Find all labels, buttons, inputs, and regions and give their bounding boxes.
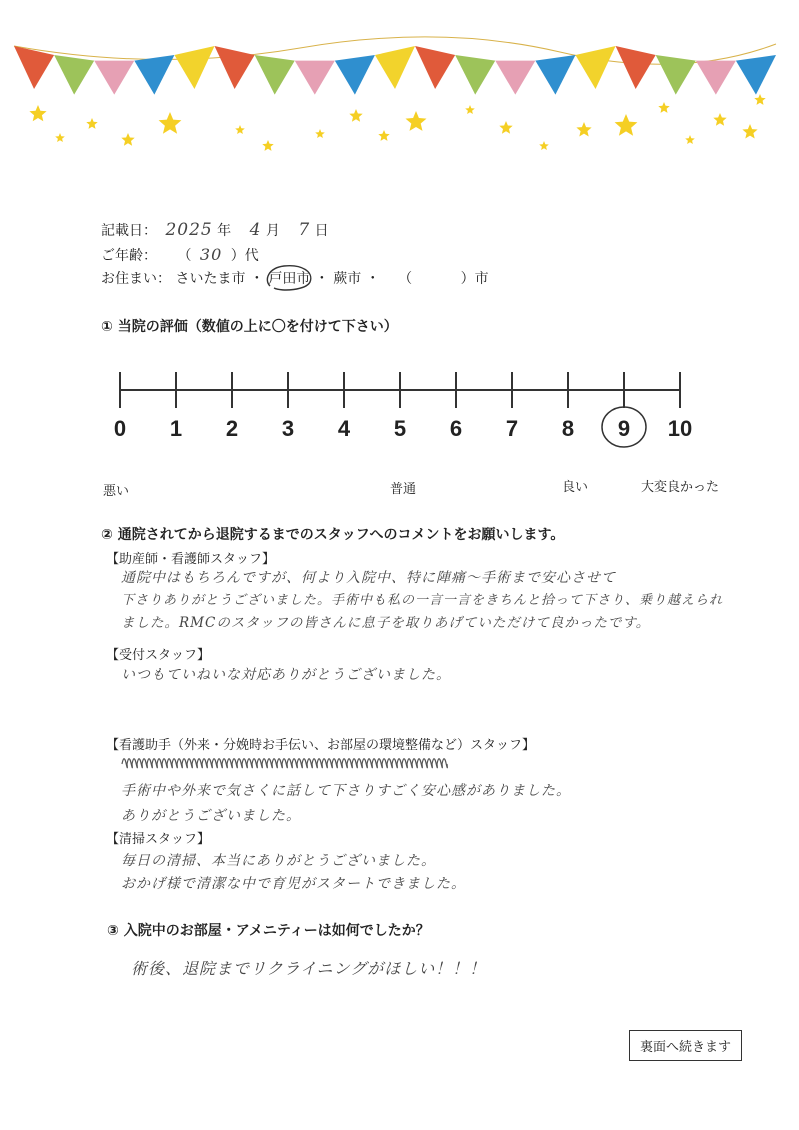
date-row <box>101 220 329 240</box>
star-icon <box>55 133 65 142</box>
date-year-value: 2025 <box>165 220 213 240</box>
day-unit: 日 <box>314 223 329 239</box>
star-icon <box>576 122 591 137</box>
bunting-flag <box>535 55 575 95</box>
residence-option-toda-label: 戸田市 <box>268 271 311 287</box>
scale-label: 2 <box>225 416 239 441</box>
residence-row <box>101 268 489 288</box>
residence-option-saitama: さいたま市 <box>175 271 246 287</box>
star-icon <box>378 130 389 141</box>
bunting-decoration <box>0 0 799 160</box>
age-label: ご年齢： <box>101 248 157 264</box>
age-open: （ <box>177 248 192 264</box>
bunting-flag <box>656 55 696 95</box>
residence-other-open: （ <box>398 271 413 287</box>
rating-title: ① 当院の評価（数値の上に〇を付けて下さい） <box>101 319 398 335</box>
bunting-flag <box>736 55 776 95</box>
month-unit: 月 <box>265 223 280 239</box>
star-icon <box>685 135 695 144</box>
star-icon <box>754 94 765 105</box>
residence-option-toda <box>268 268 310 288</box>
bunting-flag <box>696 61 736 95</box>
star-icon <box>121 133 134 146</box>
star-icon <box>159 112 182 134</box>
scale-label: 10 <box>667 416 693 441</box>
bunting-flag <box>134 55 174 95</box>
bunting-flag <box>14 46 54 89</box>
bunting-flag <box>255 55 295 95</box>
star-icon <box>315 129 325 138</box>
bunting-flag <box>616 46 656 89</box>
cleaning-comment-line: おかげ様で清潔な中で育児がスタートできました。 <box>121 876 466 892</box>
decorative-stars <box>29 94 765 151</box>
residence-label: お住まい： <box>101 271 171 287</box>
separator: ・ <box>365 271 380 287</box>
scale-ticks <box>114 372 692 447</box>
separator: ・ <box>314 271 329 287</box>
scale-label: 6 <box>449 416 463 441</box>
bunting-flag <box>174 46 214 89</box>
assistant-comment-line: 手術中や外来で気さくに話して下さりすごく安心感がありました。 <box>121 783 571 799</box>
scale-label: 3 <box>281 416 295 441</box>
star-icon <box>262 140 273 151</box>
scale-label: 0 <box>113 416 127 441</box>
star-icon <box>658 102 669 113</box>
bunting-flag <box>54 55 94 95</box>
rating-scale <box>100 360 720 460</box>
rating-label-very-good: 大変良かった <box>641 480 720 495</box>
star-icon <box>539 141 549 150</box>
year-unit: 年 <box>217 223 232 239</box>
handdrawn-circle <box>262 262 316 292</box>
separator: ・ <box>249 271 264 287</box>
midwife-comment-line: ました。RMCのスタッフの皆さんに息子を取りあげていただけて良かったです。 <box>121 615 651 631</box>
bunting-flag <box>575 46 615 89</box>
midwife-label: 【助産師・看護師スタッフ】 <box>106 552 276 567</box>
residence-other-close: ）市 <box>460 271 489 287</box>
bunting-flag <box>215 46 255 89</box>
bunting-flag <box>335 55 375 95</box>
amenity-title: ③ 入院中のお部屋・アメニティーは如何でしたか？ <box>107 923 430 939</box>
star-icon <box>713 113 726 126</box>
age-value: 30 <box>199 245 223 264</box>
assistant-comment-line: ありがとうございました。 <box>121 808 301 824</box>
scale-label: 1 <box>169 416 183 441</box>
star-icon <box>349 109 362 122</box>
bunting-flag <box>455 55 495 95</box>
star-icon <box>615 114 638 136</box>
star-icon <box>465 105 475 114</box>
residence-option-warabi: 蕨市 <box>333 271 362 287</box>
midwife-comment-line: 通院中はもちろんですが、何より入院中、特に陣痛〜手術まで安心させて <box>121 570 616 586</box>
reception-comment-line: いつもていねいな対応ありがとうございました。 <box>121 667 451 683</box>
cleaning-comment-line: 毎日の清掃、本当にありがとうございました。 <box>121 853 436 869</box>
rating-label-normal: 普通 <box>390 482 417 497</box>
star-icon <box>235 125 245 134</box>
cleaning-label: 【清掃スタッフ】 <box>106 832 211 847</box>
assistant-label: 【看護助手（外来・分娩時お手伝い、お部屋の環境整備など）スタッフ】 <box>106 738 536 753</box>
star-icon <box>742 124 757 139</box>
scale-label: 8 <box>561 416 575 441</box>
bunting-flag <box>495 61 535 95</box>
reception-label: 【受付スタッフ】 <box>106 648 211 663</box>
scale-label: 4 <box>337 416 351 441</box>
bunting-flag <box>295 61 335 95</box>
continue-on-back-note: 裏面へ続きます <box>629 1030 742 1061</box>
rating-label-bad: 悪い <box>103 484 130 499</box>
date-month-value: 4 <box>249 220 262 240</box>
star-icon <box>499 121 512 134</box>
scale-label: 5 <box>393 416 407 441</box>
scale-label: 9 <box>617 416 631 441</box>
date-day-value: 7 <box>298 220 311 240</box>
bunting-flag <box>415 46 455 89</box>
rating-label-good: 良い <box>562 480 589 495</box>
midwife-comment-line: 下さりありがとうございました。手術中も私の一言一言をきちんと拾って下さり、乗り越えられ <box>121 593 724 608</box>
bunting-flag <box>94 61 134 95</box>
age-close: ）代 <box>230 248 259 264</box>
scale-label: 7 <box>505 416 519 441</box>
star-icon <box>406 111 427 131</box>
age-row <box>101 245 259 265</box>
bunting-flags <box>14 37 776 95</box>
comments-title: ② 通院されてから退院するまでのスタッフへのコメントをお願いします。 <box>101 527 565 543</box>
star-icon <box>86 118 97 129</box>
scribbled-out-text <box>120 752 450 774</box>
date-label: 記載日： <box>101 223 157 239</box>
amenity-answer: 術後、退院までリクライニングがほしい！！！ <box>131 959 487 978</box>
bunting-flag <box>375 46 415 89</box>
star-icon <box>29 105 46 121</box>
